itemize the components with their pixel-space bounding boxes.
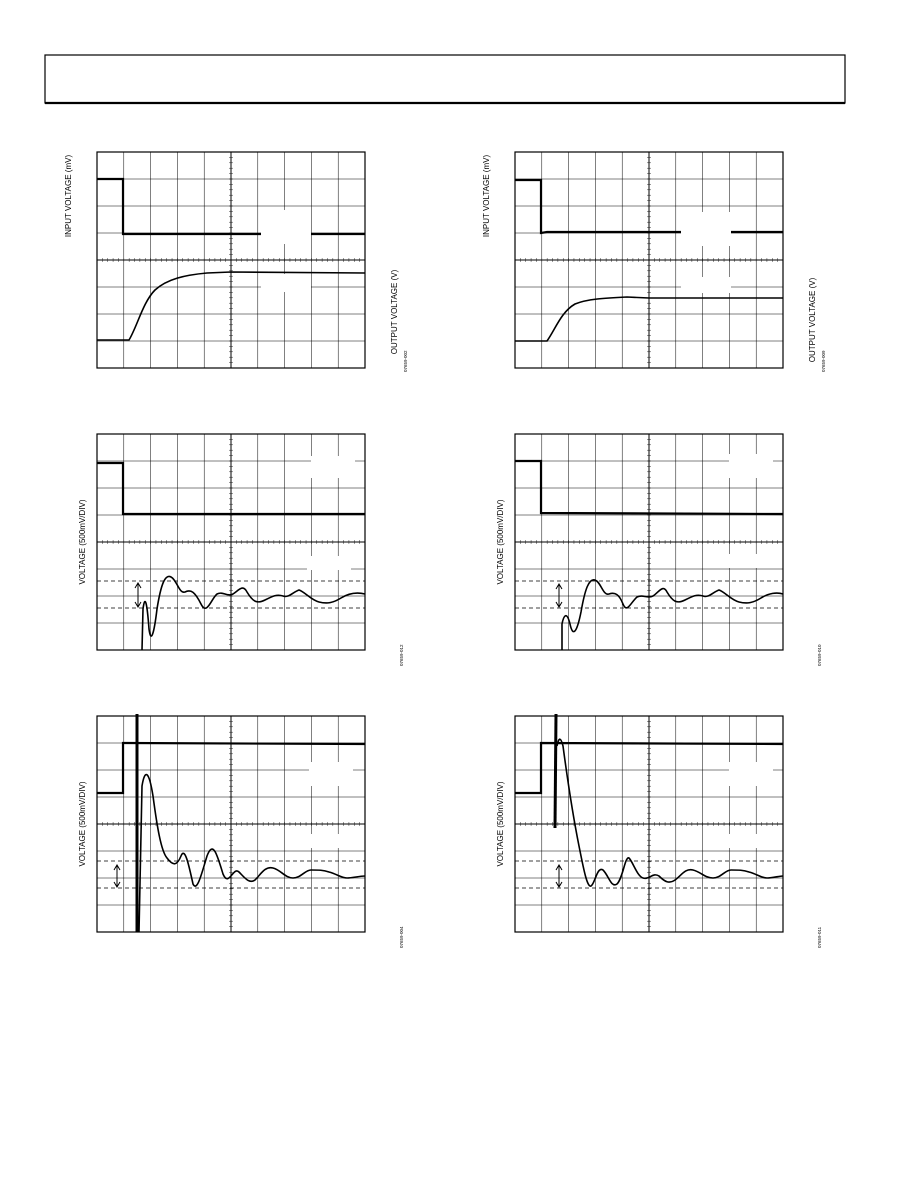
right-axis-label: OUTPUT VOLTAGE (V): [808, 277, 817, 363]
label-mask: [261, 274, 311, 292]
figure-code: 07659-004: [399, 926, 404, 948]
delta-arrow: [556, 584, 562, 607]
spike-trace: [555, 714, 556, 828]
delta-arrow: [135, 583, 141, 607]
delta-arrow: [114, 865, 120, 887]
output-ringing-trace: [557, 739, 783, 886]
scope-plot-3: [78, 434, 404, 666]
left-axis-label: VOLTAGE (500mV/DIV): [496, 499, 505, 585]
header-frame: [45, 55, 845, 103]
left-axis-label: VOLTAGE (500mV/DIV): [496, 781, 505, 867]
output-ringing-trace: [142, 576, 365, 650]
left-axis-label: INPUT VOLTAGE (mV): [482, 154, 491, 238]
right-axis-label: OUTPUT VOLTAGE (V): [390, 269, 399, 355]
figure-code: 07659-002: [403, 350, 408, 372]
figure-code: 07659-012: [399, 644, 404, 666]
figure-code: 07659-010: [817, 644, 822, 666]
figure-code: 07659-011: [817, 926, 822, 948]
scope-plot-5: [78, 714, 404, 948]
label-mask: [309, 762, 353, 786]
label-mask: [729, 762, 773, 786]
left-axis-label: VOLTAGE (500mV/DIV): [78, 499, 87, 585]
scope-plot-4: [496, 434, 822, 666]
label-mask: [729, 454, 773, 478]
label-mask: [681, 277, 731, 293]
left-axis-label: VOLTAGE (500mV/DIV): [78, 781, 87, 867]
label-mask: [307, 834, 351, 848]
scope-grid: [97, 152, 365, 368]
scope-plot-1: [64, 152, 408, 372]
label-mask: [727, 834, 771, 848]
label-mask: [261, 210, 311, 244]
figure-code: 07659-009: [821, 350, 826, 372]
label-mask: [727, 554, 771, 568]
label-mask: [681, 212, 731, 246]
left-axis-label: INPUT VOLTAGE (mV): [64, 154, 73, 238]
scope-plot-6: [496, 714, 822, 948]
scope-grid: [515, 152, 783, 368]
output-ringing-trace: [139, 775, 365, 932]
scope-plot-2: [482, 152, 826, 372]
label-mask: [307, 556, 351, 570]
delta-arrow: [556, 865, 562, 887]
label-mask: [311, 456, 355, 478]
